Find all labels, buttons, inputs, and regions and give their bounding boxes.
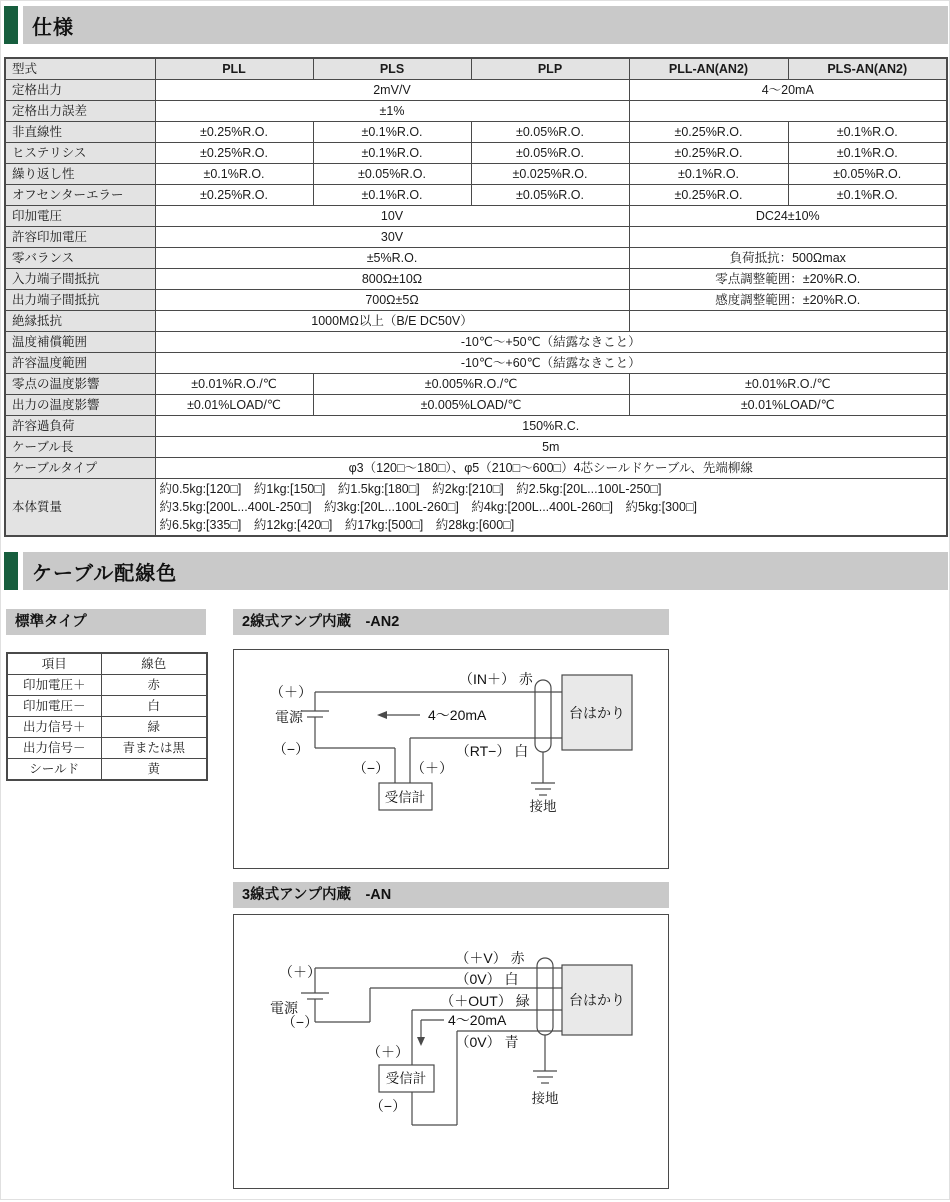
spec-cell: ±0.1%R.O. <box>313 143 471 164</box>
receiver-label: 受信計 <box>384 790 426 805</box>
spec-cell: 150%R.C. <box>155 416 947 437</box>
spec-row-label: ケーブルタイプ <box>5 458 155 479</box>
three-wire-diagram <box>233 914 669 1189</box>
wire-color-cell: 青または黒 <box>101 738 207 759</box>
wire-0v-white-label: （0V） 白 <box>455 971 519 987</box>
spec-table-row <box>5 206 947 227</box>
left-arrow-icon <box>377 711 387 719</box>
spec-row-label: 温度補償範囲 <box>5 332 155 353</box>
spec-row-label: ヒステリシス <box>5 143 155 164</box>
spec-cell: ±0.25%R.O. <box>629 185 788 206</box>
spec-table-row <box>5 311 947 332</box>
spec-cell: ±0.005%LOAD/℃ <box>313 395 629 416</box>
spec-cell: ±0.1%R.O. <box>313 122 471 143</box>
power-label: 電源 <box>275 709 303 725</box>
spec-cell: ±0.1%R.O. <box>155 164 313 185</box>
wire-color-col-color: 線色 <box>101 653 207 675</box>
spec-cell: ±0.25%R.O. <box>629 143 788 164</box>
spec-table-row <box>5 248 947 269</box>
section-title-wiring: ケーブル配線色 <box>32 562 178 585</box>
spec-cell: ±0.1%R.O. <box>629 164 788 185</box>
spec-row-label: 許容印加電圧 <box>5 227 155 248</box>
spec-col-header-pls-an: PLS-AN(AN2) <box>788 58 947 80</box>
spec-table-row <box>5 290 947 311</box>
spec-cell: 700Ω±5Ω <box>155 290 629 311</box>
subheader-two-wire-amp: 2線式アンプ内蔵 -AN2 <box>233 609 669 635</box>
wire-color-cell: 出力信号－ <box>7 738 101 759</box>
wire-color-cell: 出力信号＋ <box>7 717 101 738</box>
ground-label: 接地 <box>531 1091 559 1106</box>
section-header-spec <box>4 6 948 44</box>
wire-color-header-row <box>7 653 207 675</box>
wire-out-plus-green-label: （＋OUT） 緑 <box>440 993 530 1009</box>
spec-row-label: 絶縁抵抗 <box>5 311 155 332</box>
two-wire-diagram-svg <box>234 650 668 868</box>
spec-col-header-plp: PLP <box>471 58 629 80</box>
spec-cell: ±0.01%LOAD/℃ <box>629 395 947 416</box>
spec-table-row <box>5 395 947 416</box>
spec-cell: ±1% <box>155 101 629 122</box>
spec-row-label: オフセンターエラー <box>5 185 155 206</box>
scale-label: 台はかり <box>569 705 625 721</box>
spec-cell: 零点調整範囲：±20%R.O. <box>629 269 947 290</box>
spec-cell: ±0.005%R.O./℃ <box>313 374 629 395</box>
spec-cell: 10V <box>155 206 629 227</box>
subheader-three-wire-amp: 3線式アンプ内蔵 -AN <box>233 882 669 908</box>
spec-cell: 感度調整範囲：±20%R.O. <box>629 290 947 311</box>
spec-cell: ±0.01%R.O./℃ <box>629 374 947 395</box>
spec-table-row <box>5 101 947 122</box>
spec-cell: ±0.05%R.O. <box>313 164 471 185</box>
spec-table-row <box>5 374 947 395</box>
spec-row-label: 零点の温度影響 <box>5 374 155 395</box>
scale-label: 台はかり <box>569 992 625 1008</box>
wire-color-row <box>7 738 207 759</box>
spec-cell: ±0.01%R.O./℃ <box>155 374 313 395</box>
spec-table-row <box>5 164 947 185</box>
spec-table-row <box>5 269 947 290</box>
receiver-plus-label: （＋） <box>411 760 453 776</box>
spec-cell: 4～20mA <box>629 80 947 101</box>
spec-row-label: 零バランス <box>5 248 155 269</box>
spec-row-label: ケーブル長 <box>5 437 155 458</box>
spec-table-row <box>5 143 947 164</box>
power-minus-label: （−） <box>272 741 310 757</box>
wire-v-plus-red-label: （＋V） 赤 <box>455 950 525 966</box>
spec-row-label: 定格出力誤差 <box>5 101 155 122</box>
spec-row-label: 定格出力 <box>5 80 155 101</box>
power-plus-label: （＋） <box>279 964 321 980</box>
spec-table-row <box>5 458 947 479</box>
spec-row-label: 繰り返し性 <box>5 164 155 185</box>
spec-cell <box>629 311 947 332</box>
green-accent-bar <box>4 6 18 44</box>
spec-cell: DC24±10% <box>629 206 947 227</box>
spec-col-header-pll: PLL <box>155 58 313 80</box>
power-label: 電源 <box>270 1000 298 1016</box>
spec-cell <box>629 227 947 248</box>
spec-table-row <box>5 122 947 143</box>
green-accent-bar <box>4 552 18 590</box>
receiver-minus-label: （−） <box>369 1098 407 1114</box>
current-label: 4～20mA <box>448 1012 507 1028</box>
spec-cell: ±0.1%R.O. <box>313 185 471 206</box>
current-label: 4～20mA <box>428 707 487 723</box>
wire-0v-blue-label: （0V） 青 <box>455 1034 519 1050</box>
two-wire-diagram <box>233 649 669 869</box>
wire-color-cell: シールド <box>7 759 101 781</box>
down-arrow-icon <box>417 1037 425 1046</box>
spec-cell: ±5%R.O. <box>155 248 629 269</box>
spec-cell: ±0.05%R.O. <box>471 143 629 164</box>
spec-row-label: 非直線性 <box>5 122 155 143</box>
spec-row-label: 印加電圧 <box>5 206 155 227</box>
spec-row-label: 出力端子間抵抗 <box>5 290 155 311</box>
wire-color-table <box>6 652 208 781</box>
wire-color-cell: 印加電圧＋ <box>7 675 101 696</box>
spec-row-label: 入力端子間抵抗 <box>5 269 155 290</box>
three-wire-diagram-svg <box>234 915 668 1188</box>
receiver-label: 受信計 <box>385 1071 427 1086</box>
spec-row-label: 本体質量 <box>5 479 155 537</box>
spec-cell: -10℃～+60℃（結露なきこと） <box>155 353 947 374</box>
spec-cell: 負荷抵抗：500Ωmax <box>629 248 947 269</box>
receiver-plus-label: （＋） <box>367 1044 409 1060</box>
section-title-spec: 仕様 <box>32 16 74 39</box>
spec-table <box>4 57 948 537</box>
wire-color-row <box>7 717 207 738</box>
spec-cell: 約0.5kg:[120□] 約1kg:[150□] 約1.5kg:[180□] 約2kg:[210□] 約2.5kg:[20L...100L-250□] 約3.5kg:[200L...400L-250□] 約3kg:[20L...100L-260□] 約4kg:[200L...400L-260□] 約5kg:[300□] 約6.5kg:[335□] 約12kg:[420□] 約17kg:[500□] 約28kg:[600□] <box>155 479 947 537</box>
wire-color-row <box>7 696 207 717</box>
spec-table-row <box>5 185 947 206</box>
spec-table-row <box>5 437 947 458</box>
wire-color-cell: 印加電圧－ <box>7 696 101 717</box>
spec-cell <box>629 101 947 122</box>
spec-cell: ±0.05%R.O. <box>471 185 629 206</box>
section-title-strip <box>23 6 948 44</box>
spec-table-row <box>5 416 947 437</box>
spec-corner-cell: 型式 <box>5 58 155 80</box>
power-plus-label: （＋） <box>270 684 312 700</box>
wiring-area <box>4 607 948 1202</box>
spec-row-label: 許容温度範囲 <box>5 353 155 374</box>
wire-color-row <box>7 675 207 696</box>
wire-color-row <box>7 759 207 781</box>
wire-rt-minus-white-label: （RT−） 白 <box>455 743 529 759</box>
spec-row-label: 出力の温度影響 <box>5 395 155 416</box>
spec-cell: 1000MΩ以上（B/E DC50V） <box>155 311 629 332</box>
section-header-wiring <box>4 552 948 590</box>
spec-cell: ±0.1%R.O. <box>788 185 947 206</box>
wire-color-cell: 赤 <box>101 675 207 696</box>
spec-col-header-pll-an: PLL-AN(AN2) <box>629 58 788 80</box>
spec-cell: 800Ω±10Ω <box>155 269 629 290</box>
spec-table-row <box>5 80 947 101</box>
spec-table-row <box>5 353 947 374</box>
spec-table-header-row <box>5 58 947 80</box>
wire-color-cell: 白 <box>101 696 207 717</box>
spec-table-row <box>5 332 947 353</box>
power-minus-label: （−） <box>281 1014 319 1030</box>
page-content <box>4 1 948 1202</box>
receiver-minus-label: （−） <box>352 760 390 776</box>
wire-color-cell: 緑 <box>101 717 207 738</box>
wire-in-plus-red-label: （IN＋） 赤 <box>459 671 533 687</box>
spec-cell: ±0.25%R.O. <box>155 185 313 206</box>
spec-cell: ±0.25%R.O. <box>155 143 313 164</box>
spec-cell: 30V <box>155 227 629 248</box>
spec-cell: φ3（120□～180□）、φ5（210□～600□）4芯シールドケーブル、先端柳線 <box>155 458 947 479</box>
wire-color-col-item: 項目 <box>7 653 101 675</box>
ground-label: 接地 <box>529 799 557 814</box>
spec-cell: 5m <box>155 437 947 458</box>
wiring-lines <box>301 968 562 1125</box>
spec-cell: -10℃～+50℃（結露なきこと） <box>155 332 947 353</box>
spec-table-row <box>5 479 947 537</box>
spec-row-label: 許容過負荷 <box>5 416 155 437</box>
spec-cell: ±0.25%R.O. <box>629 122 788 143</box>
cable-sheath-icon <box>535 680 551 752</box>
spec-col-header-pls: PLS <box>313 58 471 80</box>
spec-cell: ±0.05%R.O. <box>471 122 629 143</box>
spec-cell: 2mV/V <box>155 80 629 101</box>
section-title-strip <box>23 552 948 590</box>
spec-cell: ±0.1%R.O. <box>788 122 947 143</box>
spec-cell: ±0.025%R.O. <box>471 164 629 185</box>
spec-table-row <box>5 227 947 248</box>
subheader-standard-type: 標準タイプ <box>6 609 206 635</box>
cable-sheath-icon <box>537 958 553 1035</box>
spec-cell: ±0.01%LOAD/℃ <box>155 395 313 416</box>
wire-color-cell: 黄 <box>101 759 207 781</box>
spec-cell: ±0.25%R.O. <box>155 122 313 143</box>
spec-cell: ±0.1%R.O. <box>788 143 947 164</box>
spec-cell: ±0.05%R.O. <box>788 164 947 185</box>
